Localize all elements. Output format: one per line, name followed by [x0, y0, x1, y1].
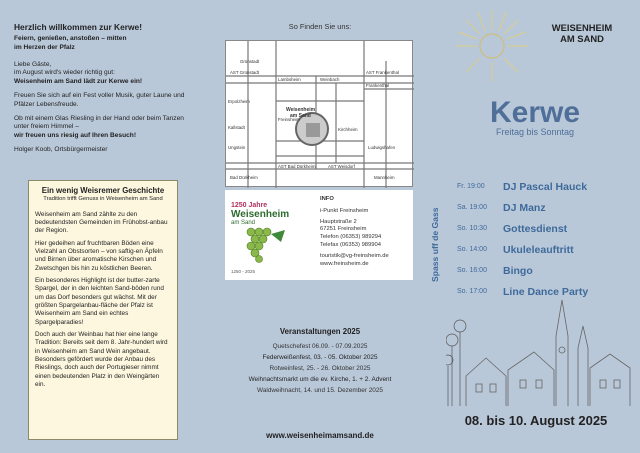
welcome-title: Herzlich willkommen zur Kerwe! — [14, 22, 142, 32]
website-link[interactable]: www.weisenheimamsand.de — [266, 431, 374, 440]
map-label-ast-gruenstadt: AST Grünstadt — [230, 70, 259, 75]
welcome-subtitle-2: im Herzen der Pfalz — [14, 43, 75, 51]
map-label-lambsheim: Lambsheim — [278, 77, 301, 82]
info-web[interactable]: www.freinsheim.de — [320, 260, 369, 267]
welcome-p1-2: Weisenheim am Sand lädt zur Kerwe ein! — [14, 78, 143, 86]
program-time: Sa. 19:00 — [457, 204, 487, 211]
village-illustration — [446, 296, 632, 406]
info-street: Hauptstraße 2 — [320, 218, 357, 225]
history-p2: Hier gedeihen auf fruchtbaren Böden eine Vielzahl an Obstsorten – von saftig-en Äpfeln und Birnen über aromatische Kirschen und Zwetschgen bis hin zu köstlichen Beeren. — [35, 239, 163, 272]
map-title: So Finden Sie uns: — [288, 22, 352, 31]
program-row — [457, 176, 632, 197]
history-title: Ein wenig Weisremer Geschichte — [41, 186, 165, 195]
program-time: So. 10:30 — [457, 225, 487, 232]
events-list — [215, 325, 425, 397]
history-p1: Weisenheim am Sand zählte zu den bedeutendsten Gemeinden im Frühobst-anbau der Region. — [35, 210, 168, 235]
welcome-section — [14, 22, 190, 160]
logo-sub: am Sand — [231, 220, 256, 226]
program-name: Bingo — [503, 264, 533, 277]
map-label-weisenheim-2: am Sand — [290, 113, 311, 119]
welcome-p2: Freuen Sie sich auf ein Fest voller Musik, guter Laune und Pfälzer Lebensfreude. — [14, 92, 185, 108]
map-label-bad-duerkheim: Bad Dürkheim — [230, 175, 258, 180]
grape-icon — [231, 226, 291, 264]
info-fax: Telefax (06353) 989904 — [320, 242, 381, 249]
map-drawing — [226, 41, 414, 188]
map-label-weisenheim-1: Weisenheim — [286, 107, 316, 113]
anniversary-logo — [231, 202, 311, 274]
map-label-ast-duerkheim: AST Bad Dürkheim — [278, 164, 316, 169]
page-subtitle: Freitag bis Sonntag — [495, 127, 575, 137]
info-phone: Telefon (06353) 989294 — [320, 234, 382, 241]
program-name: Line Dance Party — [503, 285, 589, 298]
program-list — [457, 176, 632, 302]
sun-icon — [452, 6, 532, 86]
info-city: 67251 Freinsheim — [320, 226, 367, 233]
location-map — [225, 40, 413, 187]
info-name: i-Punkt Freinsheim — [320, 207, 369, 214]
logo-year: 1250 - 2025 — [231, 269, 256, 274]
map-label-ast-frankenthal: AST Frankenthal — [366, 70, 399, 75]
program-row — [457, 239, 632, 260]
program-time: So. 14:00 — [457, 246, 487, 253]
signature: Holger Koob, Ortsbürgermeister — [14, 145, 108, 153]
map-label-ast-weisdorf: AST Weisdorf — [328, 164, 355, 169]
map-label-frankenthal: Frankenthal — [366, 83, 390, 88]
welcome-p3-bold: wir freuen uns riesig auf Ihren Besuch! — [14, 132, 137, 140]
program-row — [457, 197, 632, 218]
program-name: Ukuleleauftritt — [503, 243, 574, 256]
town-line-1: WEISENHEIM — [551, 22, 613, 33]
town-name — [532, 22, 632, 45]
greeting: Liebe Gäste, — [14, 60, 52, 68]
event-item: Waldweihnacht, 14. und 15. Dezember 2025 — [257, 387, 383, 395]
map-label-kallstadt: Kallstadt — [228, 125, 245, 130]
map-label-ludwigshafen: Ludwigshafen — [368, 145, 396, 150]
program-name: DJ Manz — [503, 201, 546, 214]
welcome-p3: Ob mit einem Glas Riesling in der Hand oder beim Tanzen unter freiem Himmel – — [14, 114, 184, 131]
map-label-freinsheim: Freinsheim — [278, 117, 300, 122]
map-label-mannheim: Mannheim — [374, 175, 395, 180]
vertical-slogan: Spass uff de Gass — [430, 207, 440, 282]
program-row — [457, 218, 632, 239]
map-label-gruenstadt: Grünstadt — [240, 59, 260, 64]
map-label-erpolzheim: Erpolzheim — [228, 99, 250, 104]
welcome-subtitle-1: Feiern, genießen, anstoßen – mitten — [14, 35, 127, 43]
town-line-2: AM SAND — [560, 33, 604, 45]
map-label-ungstein: Ungstein — [228, 145, 246, 150]
event-item: Quetschefest 06.09. - 07.09.2025 — [272, 342, 368, 350]
program-time: Fr. 19:00 — [457, 183, 485, 190]
history-p3: Ein besonderes Highlight ist der butter-zarte Spargel, der in den leichten Sand-böden rund um das Dorf besonders gut wächst. Mit der größten Spargelanbau-fläche der Pfalz ist Weisenheim am Sand ein echtes Spargelparadies! — [35, 276, 164, 326]
history-subtitle: Tradition trifft Genuss in Weisenheim am Sand — [43, 196, 163, 203]
contact-info — [320, 196, 389, 269]
info-box — [225, 190, 413, 280]
map-label-weinbach: Weinbach — [320, 77, 340, 82]
program-time: So. 17:00 — [457, 288, 487, 295]
event-date: 08. bis 10. August 2025 — [464, 413, 608, 428]
welcome-p1-1: im August wird's wieder richtig gut: — [14, 69, 115, 77]
event-item: Federweißenfest, 03. - 05. Oktober 2025 — [262, 353, 378, 361]
program-name: Gottesdienst — [503, 222, 568, 235]
program-name: DJ Pascal Hauck — [503, 180, 588, 193]
event-item: Rotweinfest, 25. - 26. Oktober 2025 — [269, 365, 371, 373]
history-box — [28, 180, 178, 440]
map-label-kirchheim: Kirchheim — [338, 127, 358, 132]
logo-top: 1250 Jahre — [231, 202, 268, 209]
event-item: Weihnachtsmarkt um die ev. Kirche, 1. + 2. Advent — [248, 376, 392, 384]
info-heading: INFO — [320, 196, 334, 202]
program-time: So. 16:00 — [457, 267, 487, 274]
events-title: Veranstaltungen 2025 — [279, 327, 361, 336]
history-p4: Doch auch der Weinbau hat hier eine lange Tradition: Bereits seit dem 8. Jahr-hundert wird in Weisenheim am Sand Wein angebaut. Besonders gefördert wurde der Anbau des Rieslings, doch auch der Portugieser nimmt einen bedeutenden Platz in den Weingärten ein. — [35, 330, 168, 388]
program-row — [457, 260, 632, 281]
info-email[interactable]: touristik@vg-freinsheim.de — [320, 252, 389, 259]
middle-column — [215, 0, 425, 453]
page-title: Kerwe — [489, 96, 581, 129]
logo-name: Weisenheim — [231, 209, 290, 220]
